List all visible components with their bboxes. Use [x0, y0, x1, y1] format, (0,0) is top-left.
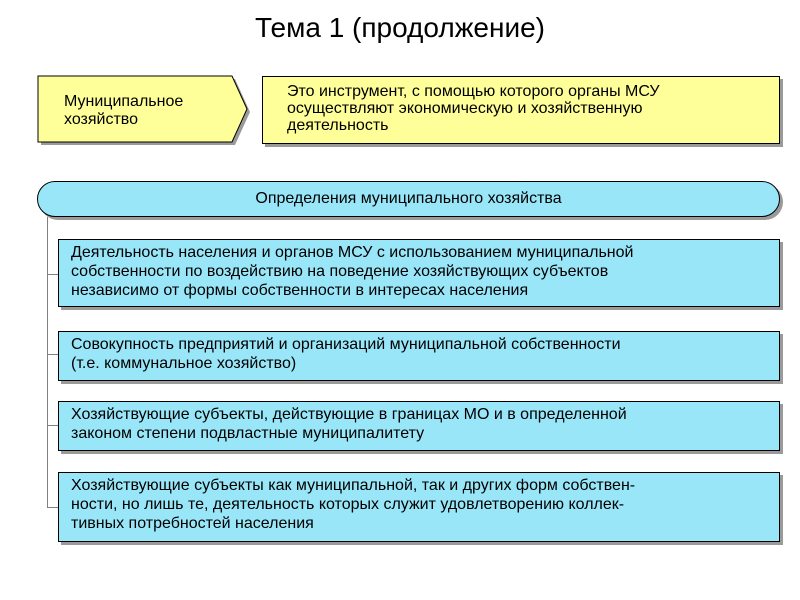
tree-connector-branch [47, 425, 58, 426]
definition-line: тивных потребностей населения [71, 515, 314, 532]
tree-connector-branch [47, 354, 58, 355]
term-label [64, 93, 183, 129]
definition-line: собственности по воздействию на поведение хозяйствующих субъектов [71, 263, 609, 280]
term-line: Муниципальное [64, 93, 184, 110]
term-arrow-shape [38, 76, 250, 146]
tree-connector-branch [47, 274, 58, 275]
description-line: осуществляют экономическую и хозяйственную [287, 100, 643, 117]
description-line: деятельность [287, 117, 389, 134]
definition-box-4 [58, 472, 780, 542]
definition-line: Деятельность населения и органов МСУ с использованием муниципальной [71, 244, 634, 261]
term-description-box [262, 76, 780, 144]
definition-box-3 [58, 401, 780, 451]
definitions-header: Определения муниципального хозяйства [37, 181, 780, 217]
description-line: Это инструмент, с помощью которого органы МСУ [287, 83, 660, 100]
definition-box-1 [58, 239, 780, 307]
definition-box-2 [58, 331, 780, 381]
definition-line: Хозяйствующие субъекты, действующие в границах МО и в определенной [71, 406, 627, 423]
slide-title: Тема 1 (продолжение) [254, 12, 545, 43]
definition-line: Совокупность предприятий и организаций муниципальной собственности [71, 336, 621, 353]
term-line: хозяйство [64, 111, 139, 128]
definition-line: (т.е. коммунальное хозяйство) [71, 355, 297, 372]
definition-line: ности, но лишь те, деятельность которых служит удовлетворению коллек- [71, 496, 625, 513]
tree-connector-vertical [47, 217, 48, 507]
tree-connector-branch [47, 507, 58, 508]
definition-line: Хозяйствующие субъекты как муниципальной, так и других форм собствен- [71, 477, 636, 494]
definition-line: законом степени подвластные муниципалитету [71, 425, 425, 442]
definition-line: независимо от формы собственности в интересах населения [71, 282, 529, 299]
